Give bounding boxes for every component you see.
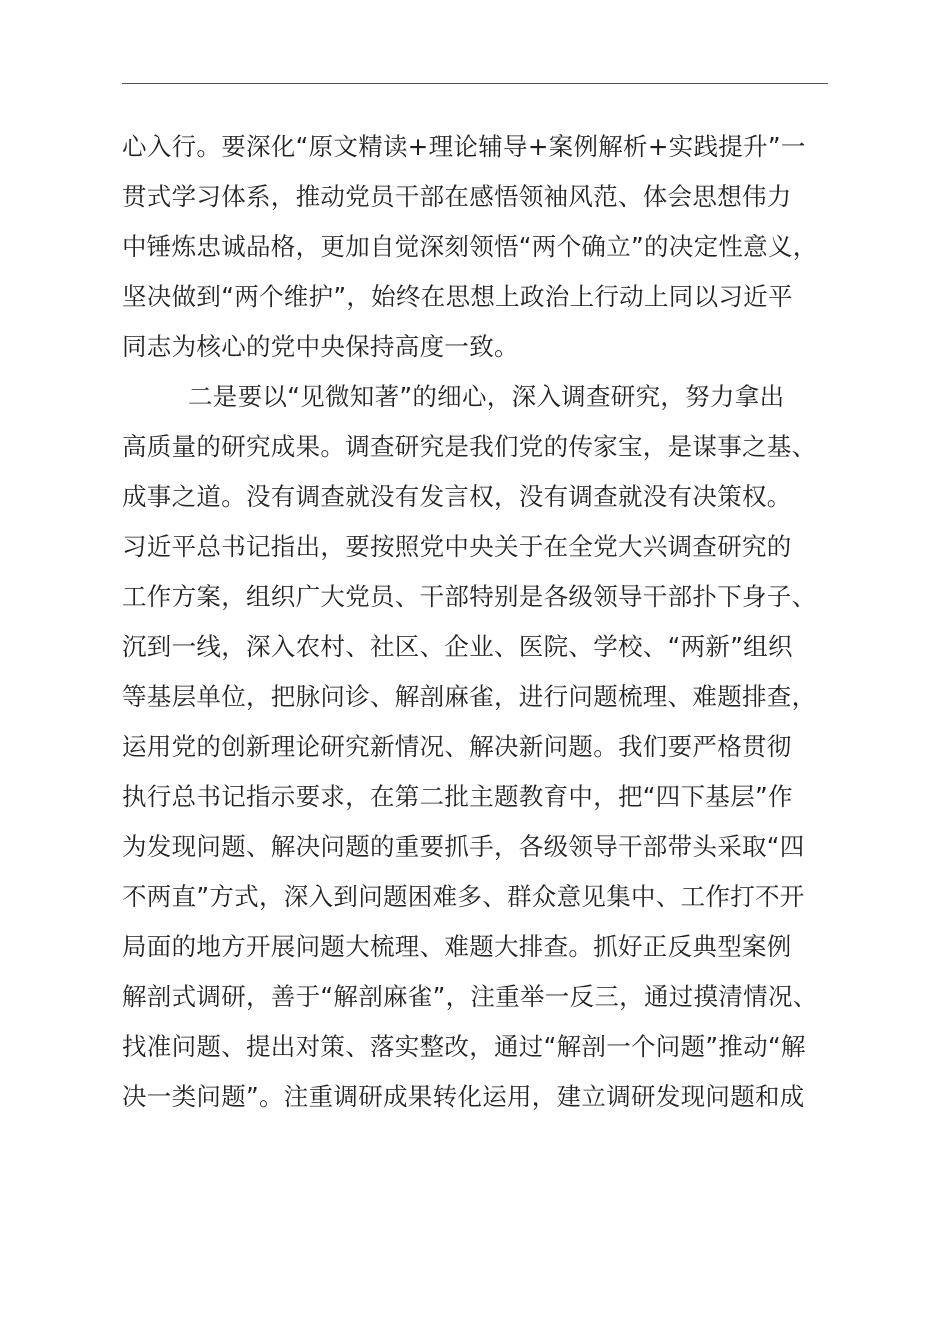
- paragraph-2: [122, 372, 832, 1122]
- text-line: 运用党的创新理论研究新情况、解决新问题。我们要严格贯彻: [122, 732, 792, 761]
- text-line: 二是要以“见微知著”的细心，深入调查研究，努力拿出: [188, 382, 785, 411]
- text-line: 局面的地方开展问题大梳理、难题大排查。抓好正反典型案例: [122, 932, 792, 961]
- text-line: 高质量的研究成果。调查研究是我们党的传家宝，是谋事之基、: [122, 432, 817, 461]
- text-line: 沉到一线，深入农村、社区、企业、医院、学校、“两新”组织: [122, 632, 793, 661]
- text-line: 为发现问题、解决问题的重要抓手，各级领导干部带头采取“四: [122, 832, 805, 861]
- text-line: 不两直”方式，深入到问题困难多、群众意见集中、工作打不开: [122, 882, 805, 911]
- text-line: 等基层单位，把脉问诊、解剖麻雀，进行问题梳理、难题排查，: [122, 682, 817, 711]
- text-line: 决一类问题”。注重调研成果转化运用，建立调研发现问题和成: [122, 1082, 805, 1111]
- text-line: 成事之道。没有调查就没有发言权，没有调查就没有决策权。: [122, 482, 792, 511]
- text-line: 工作方案，组织广大党员、干部特别是各级领导干部扑下身子、: [122, 582, 817, 611]
- text-line: 中锤炼忠诚品格，更加自觉深刻领悟“两个确立”的决定性意义，: [122, 232, 818, 261]
- body-text: [122, 122, 832, 1122]
- text-line: 找准问题、提出对策、落实整改，通过“解剖一个问题”推动“解: [122, 1032, 806, 1061]
- text-line: 坚决做到“两个维护”，始终在思想上政治上行动上同以习近平: [122, 282, 793, 311]
- header-rule: [122, 83, 828, 84]
- text-line: 同志为核心的党中央保持高度一致。: [122, 332, 519, 361]
- text-line: 执行总书记指示要求，在第二批主题教育中，把“四下基层”作: [122, 782, 793, 811]
- text-line: 贯式学习体系，推动党员干部在感悟领袖风范、体会思想伟力: [122, 182, 792, 211]
- text-line: 心入行。要深化“原文精读+理论辅导+案例解析+实践提升”一: [122, 132, 806, 161]
- text-line: 习近平总书记指出，要按照党中央关于在全党大兴调查研究的: [122, 532, 792, 561]
- paragraph-1: [122, 122, 832, 372]
- text-line: 解剖式调研，善于“解剖麻雀”，注重举一反三，通过摸清情况、: [122, 982, 818, 1011]
